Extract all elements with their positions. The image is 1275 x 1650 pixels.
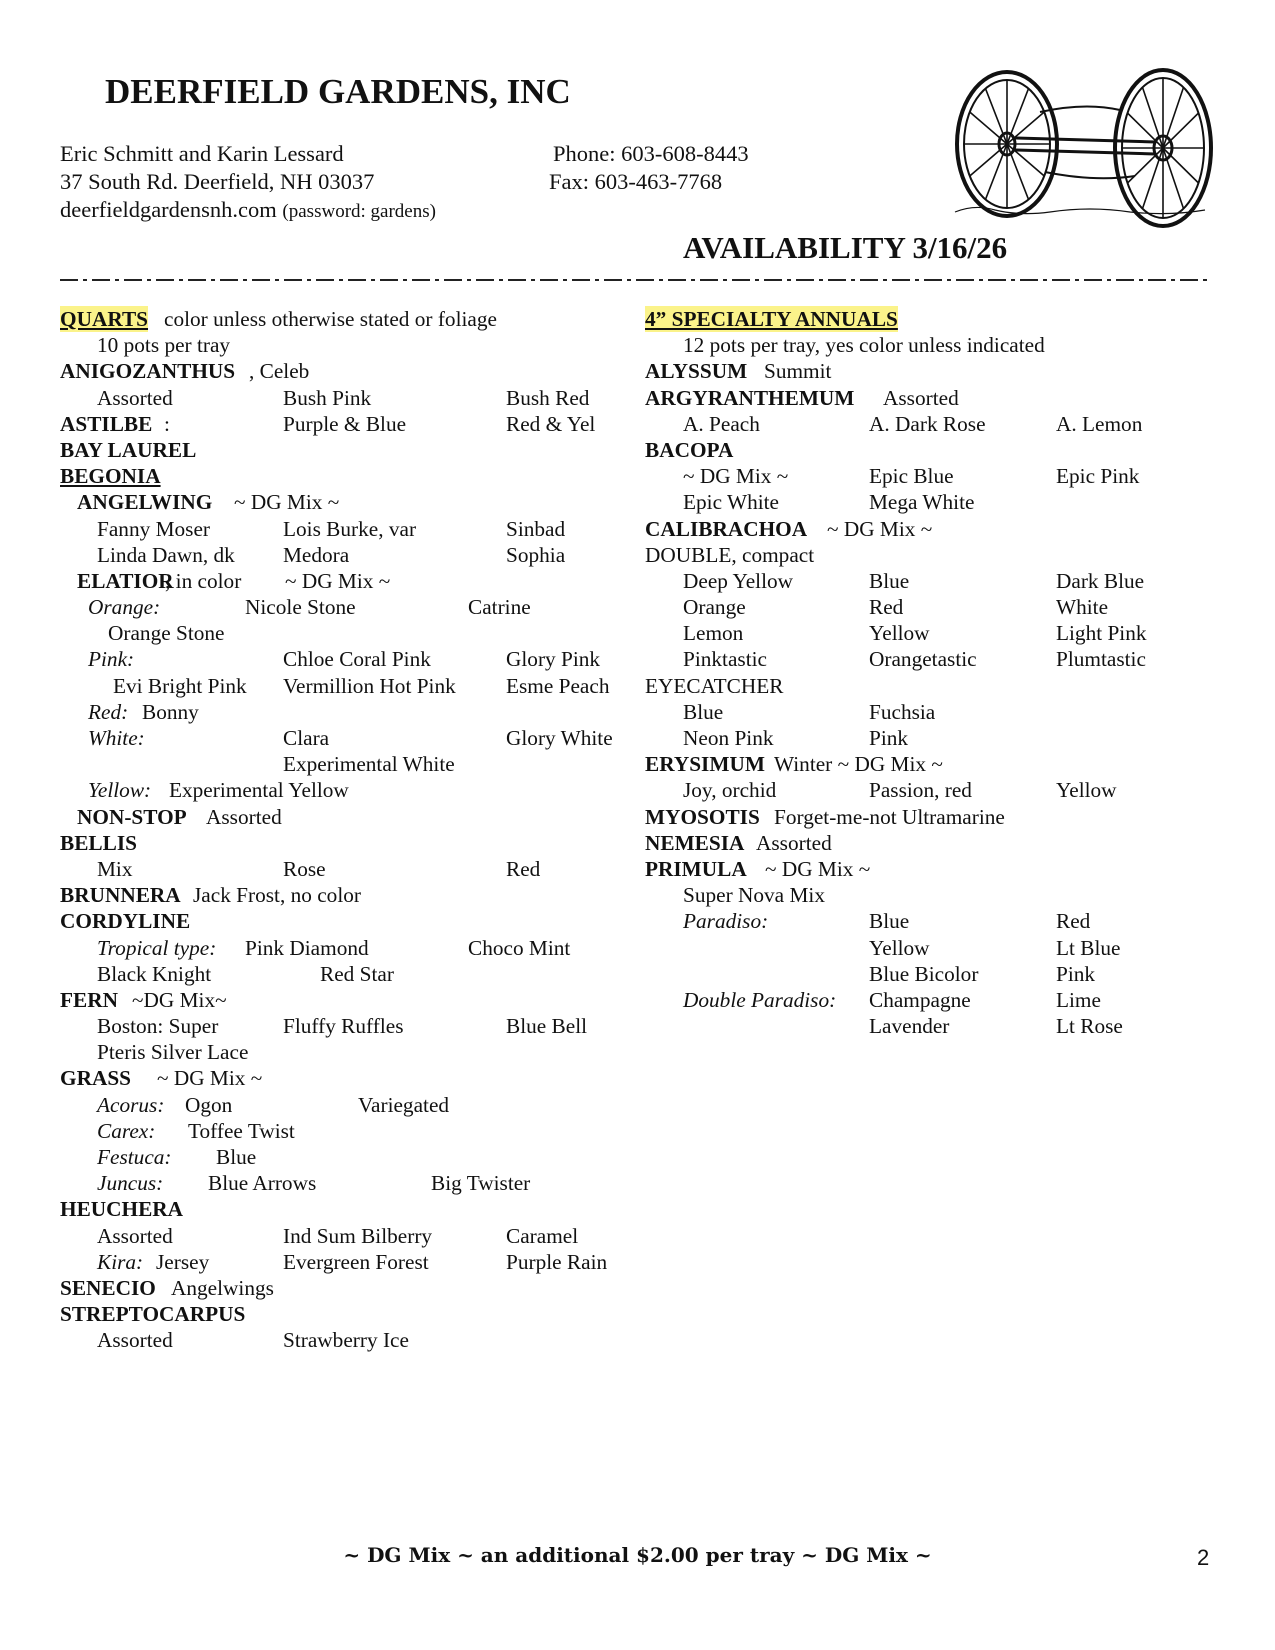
plant-name: MYOSOTIS [645,804,760,829]
list-item [645,725,1215,751]
list-item [60,830,640,856]
list-item [60,332,640,358]
availability-date: AVAILABILITY 3/16/26 [683,230,1008,265]
variety-item: Black Knight [97,961,212,986]
quarts-column [60,306,640,1354]
website-line [60,197,436,223]
list-item [645,646,1215,672]
plant-name: SENECIO [60,1275,156,1300]
variety-item: Yellow [869,935,930,960]
variety-item: Assorted [97,1328,173,1353]
variety-item: Orange [683,595,746,620]
list-item [645,1013,1215,1039]
list-item [645,935,1215,961]
list-item [60,856,640,882]
variety-item: Medora [283,542,350,567]
list-item [645,804,1215,830]
plant-name: ANIGOZANTHUS [60,359,236,384]
variety-item: Double Paradiso: [683,987,837,1012]
list-item [60,1249,640,1275]
plant-name: CORDYLINE [60,909,191,934]
variety-item: Toffee Twist [188,1118,295,1143]
variety-item: Winter ~ DG Mix ~ [774,752,943,777]
list-item [645,332,1215,358]
plant-name: GRASS [60,1066,132,1091]
variety-item: A. Lemon [1056,411,1143,436]
variety-item: Experimental White [283,752,455,777]
variety-item: Acorus: [97,1092,165,1117]
variety-item: Assorted [756,830,832,855]
list-item [645,542,1215,568]
variety-item: Jersey [156,1249,210,1274]
list-item [645,882,1215,908]
variety-item: Plumtastic [1056,647,1146,672]
list-item [645,594,1215,620]
list-item [60,1327,640,1353]
specialty-annuals-column [645,306,1215,1039]
variety-item: 12 pots per tray, yes color unless indicated [683,333,1045,358]
variety-item: Kira: [97,1249,144,1274]
variety-item: Jack Frost, no color [193,883,361,908]
variety-item: Red & Yel [506,411,596,436]
list-item [60,1065,640,1091]
list-item [60,385,640,411]
list-item [60,777,640,803]
variety-item: Lois Burke, var [283,516,417,541]
variety-item: Pink Diamond [245,935,369,960]
list-item [60,1275,640,1301]
variety-item: A. Peach [683,411,760,436]
variety-item: Blue Bell [506,1014,588,1039]
variety-item: Neon Pink [683,726,774,750]
plant-name: BELLIS [60,830,137,855]
variety-item: Clara [283,726,330,750]
website: deerfieldgardensnh.com [60,197,277,222]
list-item [60,1013,640,1039]
list-item [60,673,640,699]
list-item [645,568,1215,594]
list-item [60,987,640,1013]
variety-item: Forget-me-not Ultramarine [774,804,1005,829]
variety-item: Yellow [1056,778,1117,803]
variety-item: Glory Pink [506,647,601,672]
dg-mix-note: ~ DG Mix ~ an additional $2.00 per tray ~ DG Mix ~ [343,1543,932,1567]
plant-name: ALYSSUM [645,359,748,384]
variety-item: Pteris Silver Lace [97,1040,249,1065]
variety-item: White [1056,595,1109,620]
variety-item: Lime [1056,987,1101,1012]
variety-item: , Celeb [249,359,310,384]
variety-item: Lt Blue [1056,935,1121,960]
list-item [60,306,640,332]
variety-item: Fluffy Ruffles [283,1014,404,1039]
list-item [60,1118,640,1144]
list-item [645,306,1215,332]
plant-name: QUARTS [60,307,149,331]
variety-item: Lavender [869,1014,950,1039]
variety-item: Paradiso: [683,909,769,934]
variety-item: , in color [165,568,242,593]
list-item [645,437,1215,463]
list-item [645,620,1215,646]
variety-item: Assorted [97,1223,173,1248]
variety-item: Nicole Stone [245,595,356,620]
variety-item: Yellow: [88,778,152,803]
plant-name: ANGELWING [77,490,213,515]
variety-item: Boston: Super [97,1014,219,1039]
variety-item: Orange Stone [108,621,225,646]
variety-item: Joy, orchid [683,778,777,803]
list-item [645,385,1215,411]
variety-item: Red: [88,699,129,724]
plant-name: BRUNNERA [60,883,181,908]
page-number: 2 [1197,1545,1210,1570]
variety-item: Red [869,595,904,620]
phone: Phone: 603-608-8443 [553,141,749,166]
plant-name: ELATIOR [77,568,174,593]
variety-item: : [164,411,170,436]
variety-item: ~ DG Mix ~ [285,568,391,593]
plant-name: HEUCHERA [60,1197,184,1222]
variety-item: Vermillion Hot Pink [283,673,456,698]
variety-item: Passion, red [869,778,972,803]
company-name: DEERFIELD GARDENS, INC [105,72,571,111]
list-item [60,1092,640,1118]
variety-item: 10 pots per tray [97,333,231,358]
variety-item: Juncus: [97,1171,164,1196]
list-item [60,489,640,515]
variety-item: A. Dark Rose [869,411,986,436]
variety-item: Linda Dawn, dk [97,542,235,567]
list-item [60,1223,640,1249]
variety-item: ~ DG Mix ~ [765,856,871,881]
variety-item: Ind Sum Bilberry [283,1223,433,1248]
list-item [60,1170,640,1196]
variety-item: Angelwings [171,1275,274,1300]
variety-item: Glory White [506,726,613,750]
list-item [645,463,1215,489]
variety-item: Chloe Coral Pink [283,647,431,672]
variety-item: Strawberry Ice [283,1328,409,1353]
variety-item: Lt Rose [1056,1014,1123,1039]
variety-item: ~DG Mix~ [132,987,227,1012]
variety-item: Assorted [97,385,173,410]
variety-item: Epic Pink [1056,464,1140,489]
variety-item: Mix [97,856,133,881]
list-item [60,725,640,751]
variety-item: color unless otherwise stated or foliage [164,307,497,331]
variety-item: ~ DG Mix ~ [683,464,789,489]
plant-name: NON-STOP [77,804,187,829]
variety-item: Red Star [320,961,394,986]
list-item [60,516,640,542]
list-item [60,646,640,672]
list-item [60,542,640,568]
variety-item: Assorted [883,385,959,410]
list-item [645,673,1215,699]
variety-item: Festuca: [97,1145,172,1169]
variety-item: Bush Pink [283,385,372,410]
variety-item: Orange: [88,595,161,620]
variety-item: Champagne [869,987,971,1012]
plant-name: FERN [60,987,118,1012]
variety-item: Evergreen Forest [283,1249,429,1274]
variety-item: DOUBLE, compact [645,542,815,567]
list-item [645,777,1215,803]
list-item [60,463,640,489]
list-item [60,961,640,987]
plant-name: BAY LAUREL [60,437,197,462]
plant-name: CALIBRACHOA [645,516,808,541]
password-note: (password: gardens) [282,201,436,222]
list-item [60,804,640,830]
variety-item: Blue Arrows [208,1171,317,1196]
list-item [645,856,1215,882]
list-item [60,751,640,777]
owners: Eric Schmitt and Karin Lessard [60,141,344,166]
variety-item: Bonny [142,699,199,724]
variety-item: Ogon [185,1092,233,1117]
plant-name: ERYSIMUM [645,752,765,777]
list-item [60,1144,640,1170]
variety-item: Blue [683,699,724,724]
variety-item: Assorted [206,804,282,829]
variety-item: EYECATCHER [645,673,784,698]
variety-item: ~ DG Mix ~ [827,516,933,541]
variety-item: Super Nova Mix [683,883,825,908]
list-item [645,411,1215,437]
list-item [60,699,640,725]
variety-item: Carex: [97,1118,156,1143]
list-item [645,908,1215,934]
variety-item: Mega White [869,490,975,515]
plant-name: NEMESIA [645,830,745,855]
variety-item: Bush Red [506,385,590,410]
variety-item: Caramel [506,1223,579,1248]
address: 37 South Rd. Deerfield, NH 03037 [60,169,375,194]
variety-item: Orangetastic [869,647,977,672]
plant-name: 4” SPECIALTY ANNUALS [645,307,898,331]
variety-item: Fanny Moser [97,516,210,541]
variety-item: Blue Bicolor [869,961,979,986]
list-item [60,908,640,934]
variety-item: Variegated [358,1092,450,1117]
variety-item: Choco Mint [468,935,571,960]
variety-item: Fuchsia [869,699,936,724]
plant-name: BACOPA [645,437,734,462]
list-item [645,751,1215,777]
variety-item: Blue [869,909,910,934]
fax: Fax: 603-463-7768 [549,169,723,194]
list-item [645,987,1215,1013]
wagon-wheel-illustration [945,52,1220,237]
list-item [645,358,1215,384]
variety-item: Dark Blue [1056,568,1145,593]
variety-item: Pink [1056,961,1096,986]
variety-item: Epic Blue [869,464,954,489]
variety-item: Lemon [683,621,744,646]
variety-item: Yellow [869,621,930,646]
variety-item: Blue [869,568,910,593]
variety-item: ~ DG Mix ~ [157,1066,263,1091]
list-item [60,1039,640,1065]
list-item [645,516,1215,542]
plant-name: ARGYRANTHEMUM [645,385,855,410]
list-item [645,830,1215,856]
variety-item: Evi Bright Pink [113,673,247,698]
variety-item: Pinktastic [683,647,768,672]
list-item [60,620,640,646]
list-item [60,437,640,463]
variety-item: Light Pink [1056,621,1147,646]
list-item [60,1196,640,1222]
variety-item: Pink: [88,647,135,672]
variety-item: Deep Yellow [683,568,794,593]
variety-item: Sinbad [506,516,566,541]
list-item [60,594,640,620]
list-item [60,1301,640,1327]
list-item [60,358,640,384]
variety-item: Summit [764,359,832,384]
plant-name: ASTILBE [60,411,153,436]
variety-item: Sophia [506,542,566,567]
variety-item: Catrine [468,595,531,620]
variety-item: Experimental Yellow [169,778,349,803]
list-item [645,489,1215,515]
variety-item: Purple & Blue [283,411,407,436]
list-item [645,961,1215,987]
plant-name: STREPTOCARPUS [60,1302,246,1327]
variety-item: White: [88,726,145,750]
variety-item: Red [506,856,541,881]
list-item [60,568,640,594]
dashed-divider [60,279,1210,281]
variety-item: Rose [283,856,326,881]
variety-item: Epic White [683,490,780,515]
variety-item: Esme Peach [506,673,610,698]
list-item [60,411,640,437]
plant-name: PRIMULA [645,856,747,881]
variety-item: Pink [869,726,909,750]
variety-item: Blue [216,1145,257,1169]
variety-item: Red [1056,909,1091,934]
variety-item: ~ DG Mix ~ [234,490,340,515]
variety-item: Tropical type: [97,935,217,960]
plant-name: BEGONIA [60,464,161,489]
list-item [60,935,640,961]
list-item [645,699,1215,725]
variety-item: Purple Rain [506,1249,608,1274]
variety-item: Big Twister [431,1171,531,1196]
list-item [60,882,640,908]
